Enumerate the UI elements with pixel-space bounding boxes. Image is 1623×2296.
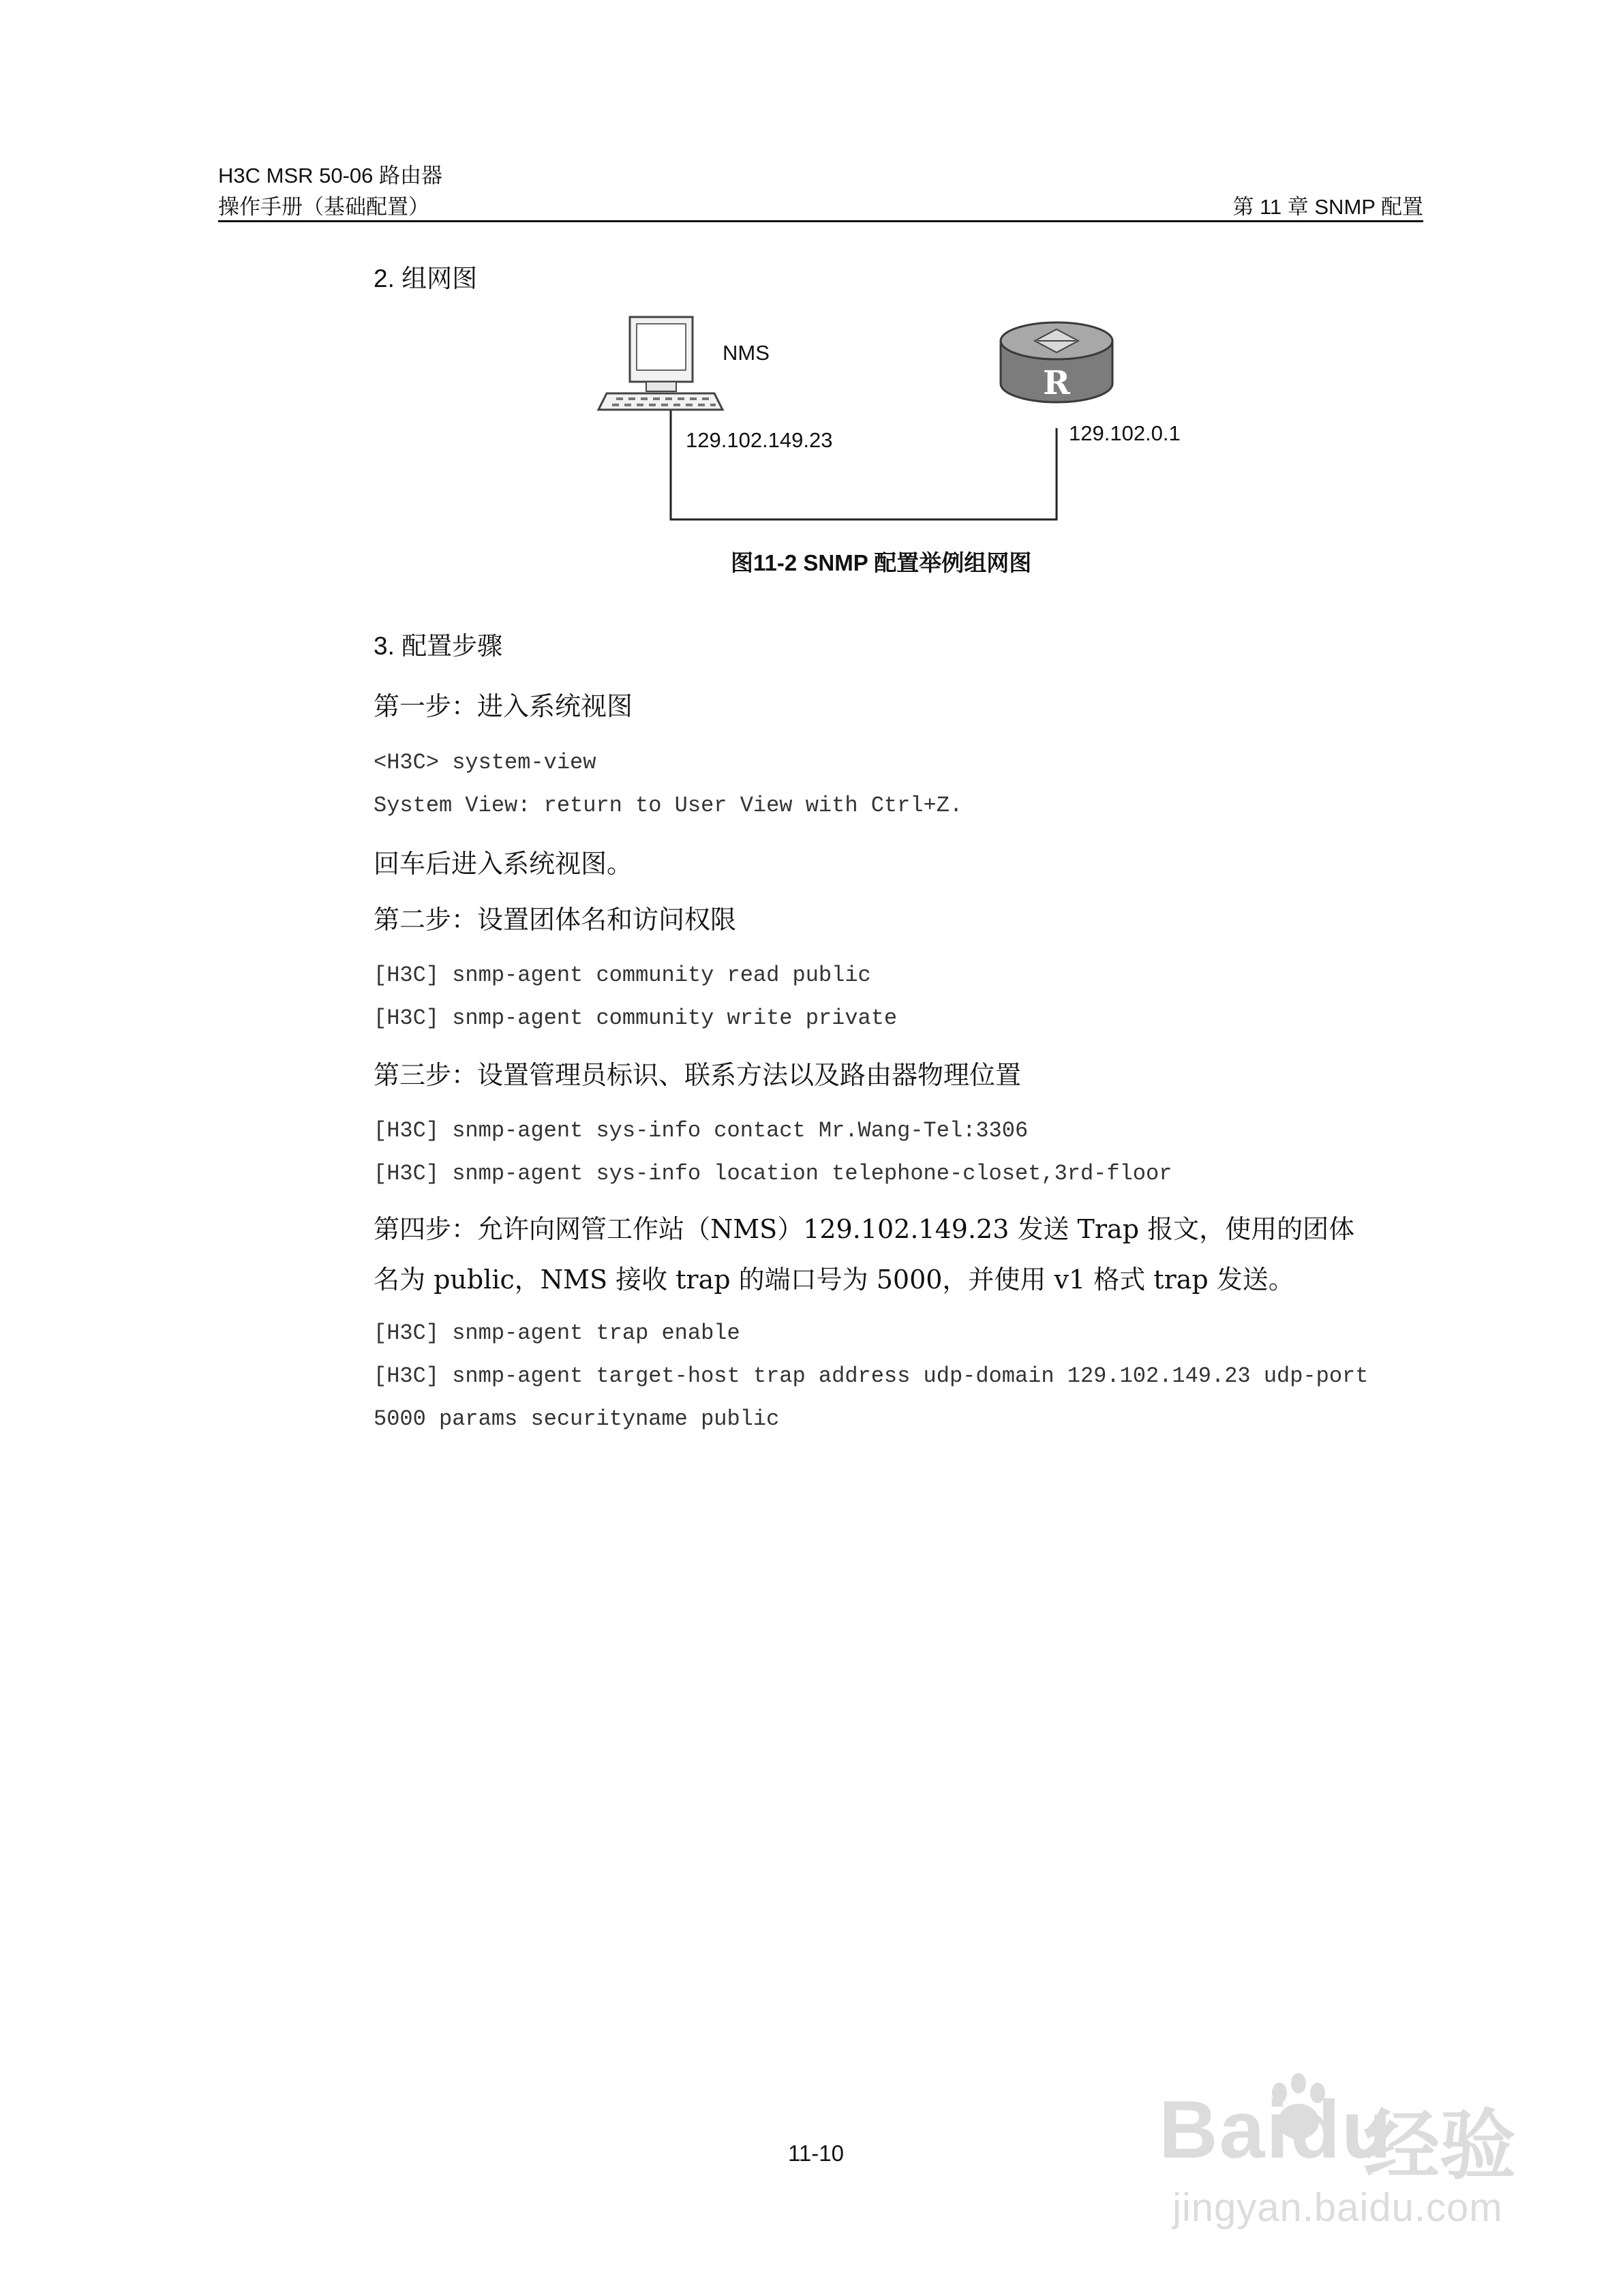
step1-note: 回车后进入系统视图。 [374,849,633,879]
step2-code-2: [H3C] snmp-agent community write private [374,1006,898,1031]
watermark-url: jingyan.baidu.com [1172,2186,1503,2230]
step2-code-1: [H3C] snmp-agent community read public [374,963,871,988]
header-manual: 操作手册（基础配置） [218,195,429,219]
section-steps-title: 3. 配置步骤 [374,632,503,660]
step3-text: 第三步：设置管理员标识、联系方法以及路由器物理位置 [374,1060,1022,1090]
nms-ip-label: 129.102.149.23 [686,428,833,452]
router-letter: R [1043,364,1070,402]
computer-icon [598,317,723,410]
router-icon [1001,322,1112,402]
step3-code-2: [H3C] snmp-agent sys-info location telephone-closet,3rd-floor [374,1161,1172,1186]
section-diagram-title: 2. 组网图 [374,265,478,292]
watermark-brand-cn: 经验 [1363,2103,1516,2188]
step4-text-line2: 名为 public，NMS 接收 trap 的端口号为 5000，并使用 v1 格式 trap 发送。 [374,1265,1294,1295]
network-diagram [593,310,1207,528]
step1-text: 第一步：进入系统视图 [374,691,633,721]
header-rule [218,220,1423,222]
nms-label: NMS [723,341,770,365]
header-product: H3C MSR 50-06 路由器 [218,164,443,187]
watermark-brand: Baidu [1159,2084,1393,2175]
network-link-line [671,409,1057,519]
step1-code-1: <H3C> system-view [374,750,596,775]
figure-caption: 图11-2 SNMP 配置举例组网图 [731,550,1032,575]
page-number: 11-10 [788,2141,844,2166]
step3-code-1: [H3C] snmp-agent sys-info contact Mr.Wang-Tel:3306 [374,1118,1029,1143]
step4-code-1: [H3C] snmp-agent trap enable [374,1320,740,1346]
step4-text-line1: 第四步：允许向网管工作站（NMS）129.102.149.23 发送 Trap 报文，使用的团体 [374,1214,1355,1244]
step1-code-2: System View: return to User View with Ctrl+Z. [374,793,963,818]
step2-text: 第二步：设置团体名和访问权限 [374,905,737,935]
header-chapter: 第 11 章 SNMP 配置 [1232,195,1423,219]
step4-code-2: [H3C] snmp-agent target-host trap address udp-domain 129.102.149.23 udp-port [374,1363,1369,1389]
step4-code-3: 5000 params securityname public [374,1406,780,1432]
router-ip-label: 129.102.0.1 [1069,421,1181,445]
